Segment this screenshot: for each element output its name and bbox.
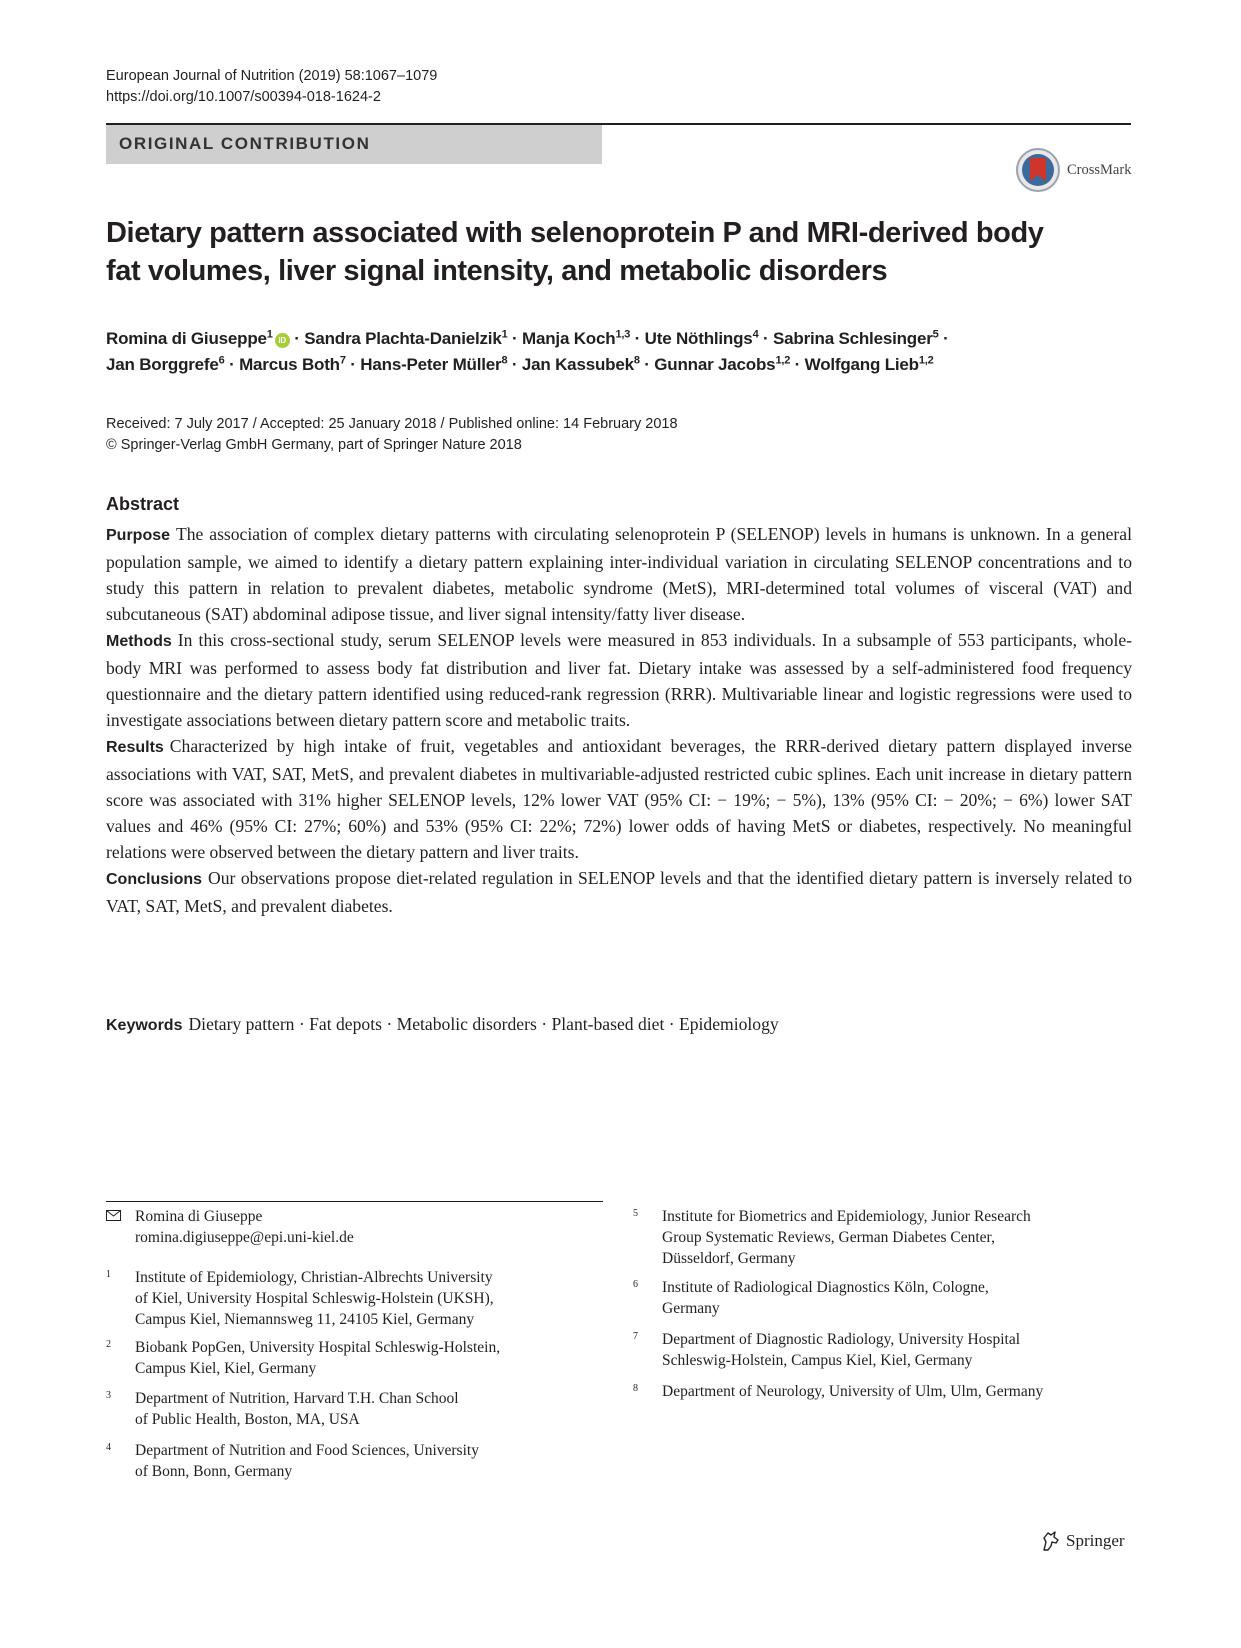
author-name[interactable]: Manja Koch bbox=[522, 329, 616, 348]
author-affil: 5 bbox=[932, 328, 939, 341]
affiliation bbox=[633, 1329, 1133, 1373]
affiliation-line: Department of Nutrition and Food Sciences, University bbox=[135, 1442, 479, 1459]
affiliation-line: Group Systematic Reviews, German Diabetes Center, bbox=[662, 1229, 995, 1246]
title-line: Dietary pattern associated with selenoprotein P and MRI-derived body bbox=[106, 217, 1044, 249]
results-label: Results bbox=[106, 739, 164, 756]
abstract-methods bbox=[106, 627, 1132, 733]
article-dates bbox=[106, 414, 678, 456]
purpose-text: The association of complex dietary patterns with circulating selenoprotein P (SELENOP) levels in humans is unknown. In a general population sample, we aimed to identify a dietary pattern explaining inter-individual variation in circulating SELENOP concentrations and to study this pattern in relation to prevalent diabetes, metabolic syndrome (MetS), MRI-determined total volumes of visceral (VAT) and subcutaneous (SAT) abdominal adipose tissue, and liver signal intensity/fatty liver disease. bbox=[106, 524, 1132, 624]
doi-link[interactable]: https://doi.org/10.1007/s00394-018-1624-2 bbox=[106, 89, 381, 105]
correspondence-email[interactable]: romina.digiuseppe@epi.uni-kiel.de bbox=[135, 1229, 354, 1246]
affiliation-number: 7 bbox=[633, 1331, 638, 1342]
affiliation-number: 6 bbox=[633, 1279, 638, 1290]
affiliation bbox=[106, 1337, 603, 1381]
author-name[interactable]: Sandra Plachta-Danielzik bbox=[304, 329, 502, 348]
purpose-label: Purpose bbox=[106, 527, 171, 544]
author-name[interactable]: Jan Kassubek bbox=[521, 355, 634, 374]
author-name[interactable]: Sabrina Schlesinger bbox=[773, 329, 933, 348]
affiliation-line: Institute of Epidemiology, Christian-Albrechts University bbox=[135, 1269, 493, 1286]
author-line: Romina di Giuseppe$^1$iD · Sandra Plachta-Danielzik$^1$ · Manja Koch$^{1,3}$ · Ute Nöthlings$^4$ · Sabrina Schlesinger$^5$ · bbox=[106, 328, 949, 348]
journal-header bbox=[106, 66, 437, 108]
methods-label: Methods bbox=[106, 633, 172, 650]
affiliation-line: Department of Nutrition, Harvard T.H. Chan School bbox=[135, 1390, 459, 1407]
author-name[interactable]: Marcus Both bbox=[239, 355, 340, 374]
abstract-purpose bbox=[106, 521, 1132, 627]
author-affil: 7 bbox=[339, 354, 346, 367]
author-affil: 1,2 bbox=[775, 354, 791, 367]
methods-text: In this cross-sectional study, serum SELENOP levels were measured in 853 individuals. In a subsample of 553 participants, whole-body MRI was performed to assess body fat distribution and liver fat. Dietary intake was assessed by a self-administered food frequency questionnaire and the dietary pattern identified using reduced-rank regression (RRR). Multivariable linear and logistic regressions were used to investigate associations between dietary pattern score and metabolic traits. bbox=[106, 630, 1132, 730]
keywords-label: Keywords bbox=[106, 1017, 183, 1034]
keywords-text: Dietary pattern · Fat depots · Metabolic disorders · Plant-based diet · Epidemiology bbox=[188, 1014, 779, 1034]
journal-citation: European Journal of Nutrition (2019) 58:1067–1079 bbox=[106, 68, 438, 84]
affiliation-number: 3 bbox=[106, 1390, 111, 1401]
affiliation bbox=[106, 1440, 603, 1484]
author-name[interactable]: Hans-Peter Müller bbox=[360, 355, 502, 374]
keywords bbox=[106, 1011, 779, 1039]
affiliation-line: Schleswig-Holstein, Campus Kiel, Kiel, Germany bbox=[662, 1352, 973, 1369]
affiliation-line: of Public Health, Boston, MA, USA bbox=[135, 1411, 360, 1428]
author-affil: 4 bbox=[752, 328, 759, 341]
author-affil: 8 bbox=[501, 354, 508, 367]
affiliation-number: 5 bbox=[633, 1208, 638, 1219]
affiliation bbox=[106, 1388, 603, 1432]
affiliation bbox=[633, 1277, 1133, 1321]
affiliation-line: Institute of Radiological Diagnostics Köln, Cologne, bbox=[662, 1279, 989, 1296]
author-affil: 1,3 bbox=[615, 328, 631, 341]
article-title bbox=[106, 214, 1126, 290]
orcid-icon[interactable]: iD bbox=[275, 333, 290, 348]
springer-horse-icon bbox=[1040, 1530, 1062, 1552]
crossmark-icon bbox=[1015, 147, 1061, 193]
author-affil: 1 bbox=[501, 328, 508, 341]
abstract-body bbox=[106, 521, 1132, 919]
author-name[interactable]: Jan Borggrefe bbox=[106, 355, 219, 374]
conclusions-label: Conclusions bbox=[106, 871, 203, 888]
affiliation-line: Institute for Biometrics and Epidemiology, Junior Research bbox=[662, 1208, 1031, 1225]
publisher-name: Springer bbox=[1066, 1531, 1125, 1550]
affiliation-line: of Kiel, University Hospital Schleswig-Holstein (UKSH), bbox=[135, 1290, 494, 1307]
affiliation-line: Düsseldorf, Germany bbox=[662, 1250, 796, 1267]
correspondence-name: Romina di Giuseppe bbox=[135, 1208, 263, 1225]
publication-history: Received: 7 July 2017 / Accepted: 25 January 2018 / Published online: 14 February 2018 bbox=[106, 416, 678, 432]
affiliation-line: Germany bbox=[662, 1300, 720, 1317]
affiliation-number: 4 bbox=[106, 1442, 111, 1453]
affiliation-line: Department of Diagnostic Radiology, University Hospital bbox=[662, 1331, 1021, 1348]
abstract-results bbox=[106, 733, 1132, 865]
author-affil: 1,2 bbox=[918, 354, 934, 367]
author-name[interactable]: Ute Nöthlings bbox=[644, 329, 753, 348]
affiliation-number: 1 bbox=[106, 1269, 111, 1280]
author-affil: 1 bbox=[266, 328, 273, 341]
affiliation bbox=[633, 1381, 1133, 1405]
publisher-logo bbox=[1040, 1530, 1125, 1552]
correspondence bbox=[106, 1206, 603, 1250]
affiliation bbox=[106, 1267, 603, 1331]
author-line: Jan Borggrefe$^6$ · Marcus Both$^7$ · Hans-Peter Müller$^8$ · Jan Kassubek$^8$ · Gunnar Jacobs$^{1,2}$ · Wolfgang Lieb$^{1,2}$ bbox=[106, 354, 934, 374]
author-affil: 6 bbox=[218, 354, 225, 367]
author-list bbox=[106, 326, 1136, 378]
author-name[interactable]: Romina di Giuseppe bbox=[106, 329, 267, 348]
title-line: fat volumes, liver signal intensity, and metabolic disorders bbox=[106, 255, 888, 287]
results-text: Characterized by high intake of fruit, vegetables and antioxidant beverages, the RRR-derived dietary pattern displayed inverse associations with VAT, SAT, MetS, and prevalent diabetes in multivariable-adjusted restricted cubic splines. Each unit increase in dietary pattern score was associated with 31% higher SELENOP levels, 12% lower VAT (95% CI: − 19%; − 5%), 13% (95% CI: − 20%; − 6%) lower SAT values and 46% (95% CI: 27%; 60%) and 53% (95% CI: 22%; 72%) lower odds of having MetS or diabetes, respectively. No meaningful relations were observed between the dietary pattern and liver traits. bbox=[106, 736, 1132, 862]
copyright-line: © Springer-Verlag GmbH Germany, part of Springer Nature 2018 bbox=[106, 437, 522, 453]
author-affil: 8 bbox=[633, 354, 640, 367]
abstract-conclusions bbox=[106, 865, 1132, 919]
abstract-heading: Abstract bbox=[106, 494, 180, 514]
footnote-rule bbox=[106, 1201, 603, 1202]
section-label: ORIGINAL CONTRIBUTION bbox=[119, 134, 371, 153]
crossmark-label: CrossMark bbox=[1067, 161, 1132, 178]
author-name[interactable]: Gunnar Jacobs bbox=[654, 355, 776, 374]
conclusions-text: Our observations propose diet-related regulation in SELENOP levels and that the identified dietary pattern is inversely related to VAT, SAT, MetS, and prevalent diabetes. bbox=[106, 868, 1132, 916]
envelope-icon bbox=[106, 1210, 121, 1221]
affiliation-line: Campus Kiel, Niemannsweg 11, 24105 Kiel, Germany bbox=[135, 1311, 475, 1328]
crossmark-badge[interactable] bbox=[1015, 147, 1131, 193]
affiliation-line: Campus Kiel, Kiel, Germany bbox=[135, 1360, 317, 1377]
affiliation-line: of Bonn, Bonn, Germany bbox=[135, 1463, 293, 1480]
affiliation-line: Biobank PopGen, University Hospital Schleswig-Holstein, bbox=[135, 1339, 501, 1356]
affiliation bbox=[633, 1206, 1133, 1270]
affiliation-line: Department of Neurology, University of Ulm, Ulm, Germany bbox=[662, 1383, 1044, 1400]
affiliation-number: 8 bbox=[633, 1383, 638, 1394]
author-name[interactable]: Wolfgang Lieb bbox=[804, 355, 919, 374]
affiliation-number: 2 bbox=[106, 1339, 111, 1350]
